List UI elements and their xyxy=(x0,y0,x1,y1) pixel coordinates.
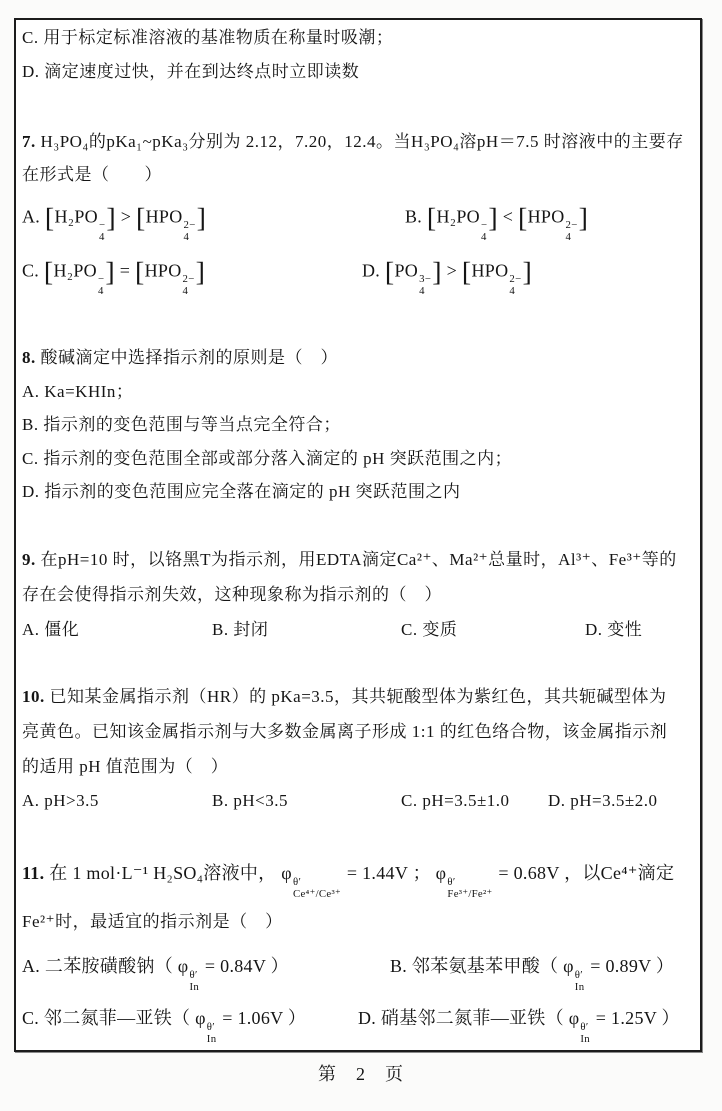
question-9-option-c: C. 变质 xyxy=(401,620,458,639)
question-9-stem-text: 在pH=10 时，以铬黑T为指示剂，用EDTA滴定Ca²⁺、Ma²⁺总量时，Al³⁺、Fe³⁺等的 xyxy=(35,550,677,569)
question-9-option-d: D. 变性 xyxy=(585,620,643,639)
page-footer: 第 2 页 xyxy=(318,1064,404,1084)
question-7-number: 7. xyxy=(22,132,36,151)
question-9-option-a: A. 僵化 xyxy=(22,620,80,639)
question-10-stem-text: 已知某金属指示剂（HR）的 pKa=3.5，其共轭酸型体为紫红色，其共轭碱型体为 xyxy=(44,687,667,706)
question-10-stem-line-2: 亮黄色。已知该金属指示剂与大多数金属离子形成 1:1 的红色络合物，该金属指示剂 xyxy=(22,722,668,741)
question-9-stem-line-2: 存在会使得指示剂失效，这种现象称为指示剂的（ ） xyxy=(22,585,442,604)
question-11-option-a: A. 二苯胺磺酸钠（ φ θ′ In = 0.84V ） xyxy=(22,956,289,993)
question-7-option-c: C. [H₂PO − 4 ] = [HPO 2− 4 ] xyxy=(22,257,206,298)
question-11-option-c: C. 邻二氮菲—亚铁（ φ θ′ In = 1.06V ） xyxy=(22,1008,307,1045)
question-8-option-d: D. 指示剂的变色范围应完全落在滴定的 pH 突跃范围之内 xyxy=(22,482,461,501)
question-11-option-b: B. 邻苯氨基苯甲酸（ φ θ′ In = 0.89V ） xyxy=(390,956,675,993)
question-7-stem-line-2: 在形式是（ ） xyxy=(22,165,162,184)
question-7-stem-line-1 xyxy=(22,131,684,153)
question-7-stem-text: H₃PO₄的pKa₁~pKa₃分别为 2.12，7.20，12.4。当H₃PO₄溶pH＝7.5 时溶液中的主要存 xyxy=(35,132,684,151)
question-8-option-c: C. 指示剂的变色范围全部或部分落入滴定的 pH 突跃范围之内； xyxy=(22,449,513,468)
question-10-stem-line-3: 的适用 pH 值范围为（ ） xyxy=(22,757,229,776)
question-7-option-a: A. [H₂PO − 4 ] > [HPO 2− 4 ] xyxy=(22,203,207,244)
prev-question-option-d: D. 滴定速度过快，并在到达终点时立即读数 xyxy=(22,62,360,81)
question-10-number: 10. xyxy=(22,687,45,706)
question-11-option-d: D. 硝基邻二氮菲—亚铁（ φ θ′ In = 1.25V ） xyxy=(358,1008,680,1045)
question-10-stem-line-1 xyxy=(22,686,667,708)
question-9-number: 9. xyxy=(22,550,36,569)
question-8-option-b: B. 指示剂的变色范围与等当点完全符合； xyxy=(22,415,341,434)
question-10-option-a: A. pH>3.5 xyxy=(22,791,99,810)
question-8-number: 8. xyxy=(22,348,36,367)
question-10-option-c: C. pH=3.5±1.0 xyxy=(401,791,510,810)
question-11-stem-line-2: Fe²⁺时，最适宜的指示剂是（ ） xyxy=(22,912,283,931)
question-7-option-d: D. [PO 3− 4 ] > [HPO 2− 4 ] xyxy=(362,257,533,298)
question-11-stem-line-1: 11. 在 1 mol·L⁻¹ H₂SO₄溶液中， φ θ′ Ce⁴⁺/Ce³⁺ = 1.44V ； φ θ′ Fe³⁺/Fe²⁺ = 0.68V ，以Ce⁴⁺滴定 xyxy=(22,863,675,900)
prev-question-option-c: C. 用于标定标准溶液的基准物质在称量时吸潮； xyxy=(22,28,394,47)
question-8-stem xyxy=(22,347,338,369)
question-7-option-b: B. [H₂PO − 4 ] < [HPO 2− 4 ] xyxy=(405,203,589,244)
question-9-option-b: B. 封闭 xyxy=(212,620,269,639)
question-9-stem-line-1 xyxy=(22,549,677,571)
question-8-option-a: A. Ka=KHIn； xyxy=(22,382,134,401)
question-8-stem-text: 酸碱滴定中选择指示剂的原则是（ ） xyxy=(35,348,338,367)
question-10-option-b: B. pH<3.5 xyxy=(212,791,288,810)
question-10-option-d: D. pH=3.5±2.0 xyxy=(548,791,658,810)
